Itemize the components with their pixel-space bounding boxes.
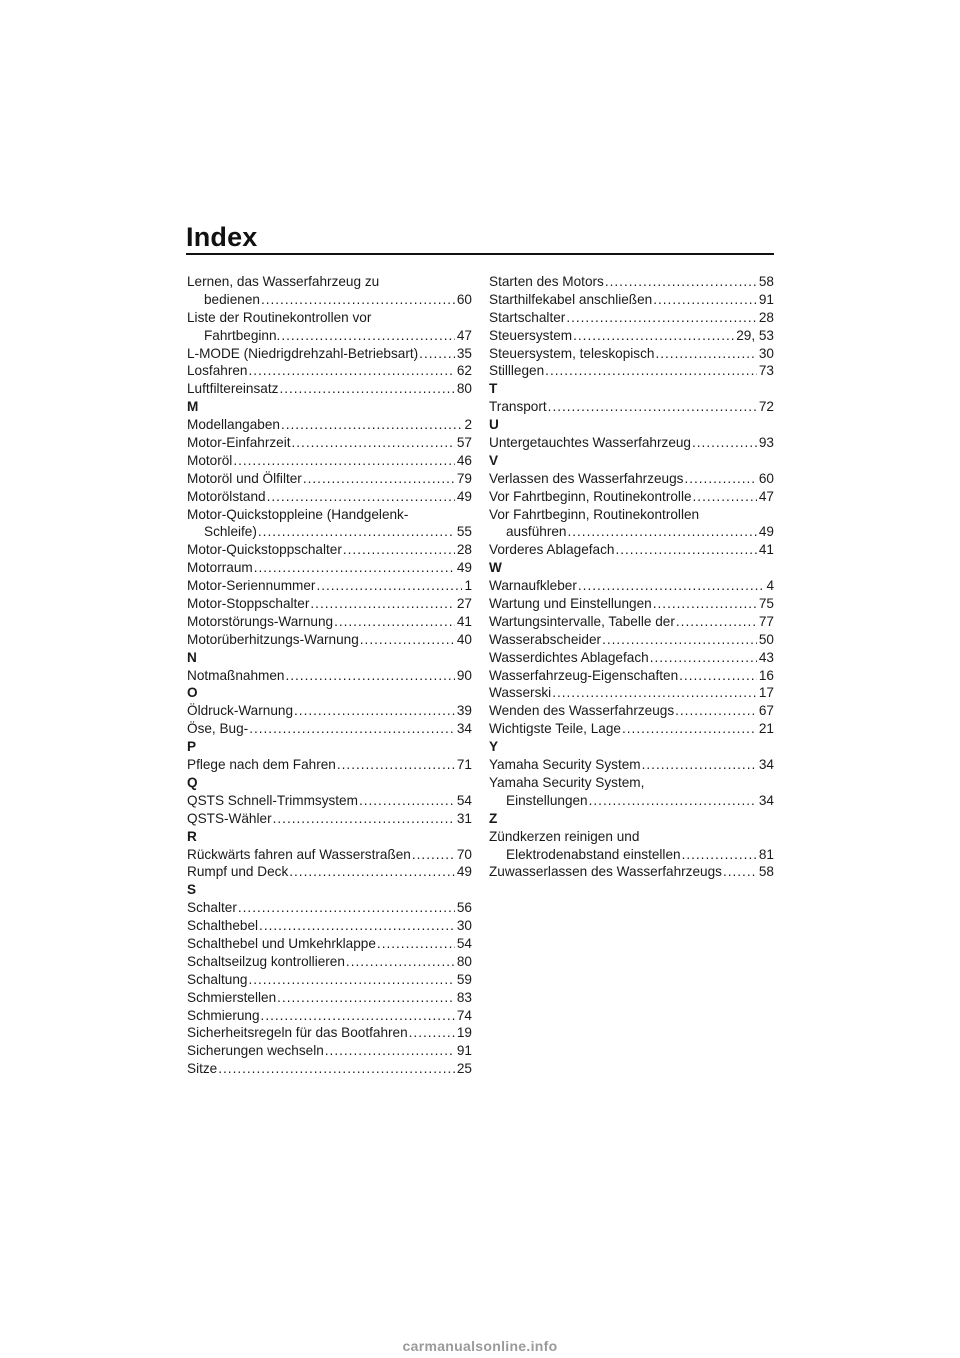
dot-leader bbox=[578, 577, 765, 595]
index-entry-text: Motor-Quickstoppleine (Handgelenk- bbox=[187, 506, 409, 522]
index-column-right bbox=[489, 273, 774, 881]
index-entry bbox=[187, 380, 472, 398]
index-entry-label: Elektrodenabstand einstellen bbox=[506, 846, 681, 862]
index-entry-label: Wasserfahrzeug-Eigenschaften bbox=[489, 667, 679, 683]
index-entry bbox=[187, 1024, 472, 1042]
index-entry-label: Steuersystem bbox=[489, 327, 573, 343]
dot-leader bbox=[675, 702, 757, 720]
index-entry-label: Motorraum bbox=[187, 560, 253, 576]
watermark: carmanualsonline.info bbox=[402, 1338, 558, 1354]
index-entry bbox=[187, 702, 472, 720]
index-entry bbox=[187, 1060, 472, 1078]
dot-leader bbox=[684, 470, 756, 488]
index-entry bbox=[489, 523, 774, 541]
index-entry-label: Transport bbox=[489, 399, 547, 415]
index-entry bbox=[187, 452, 472, 470]
index-page-number: 49 bbox=[456, 488, 472, 504]
index-entry-label: Schalter bbox=[187, 900, 237, 916]
index-entry-label: Schleife) bbox=[204, 524, 257, 540]
index-page-number: 75 bbox=[758, 596, 774, 612]
index-entry-label: QSTS Schnell-Trimmsystem bbox=[187, 792, 358, 808]
dot-leader bbox=[273, 810, 455, 828]
dot-leader bbox=[655, 345, 756, 363]
index-letter-heading: Z bbox=[489, 810, 498, 826]
index-entry-label: Verlassen des Wasserfahrzeugs bbox=[489, 470, 684, 486]
dot-leader bbox=[343, 541, 455, 559]
index-entry-label: Sitze bbox=[187, 1061, 218, 1077]
index-entry-label: Einstellungen bbox=[506, 792, 588, 808]
index-page-number: 1 bbox=[464, 578, 472, 594]
dot-leader bbox=[261, 291, 455, 309]
index-page-number: 21 bbox=[758, 721, 774, 737]
index-page-number: 71 bbox=[456, 757, 472, 773]
index-entry-label: Öldruck-Warnung bbox=[187, 703, 294, 719]
index-page-number: 31 bbox=[456, 810, 472, 826]
index-page-number: 47 bbox=[456, 327, 472, 343]
dot-leader bbox=[723, 863, 757, 881]
index-entry bbox=[489, 345, 774, 363]
index-entry-text: Vor Fahrtbeginn, Routinekontrollen bbox=[489, 506, 700, 522]
index-column-left bbox=[187, 273, 472, 1078]
index-letter-heading: Q bbox=[187, 774, 198, 790]
index-entry-label: Warnaufkleber bbox=[489, 578, 577, 594]
index-page-number: 79 bbox=[456, 470, 472, 486]
dot-leader bbox=[360, 631, 455, 649]
index-page-number: 34 bbox=[456, 721, 472, 737]
index-entry-label: Luftfiltereinsatz bbox=[187, 381, 279, 397]
index-entry bbox=[489, 649, 774, 667]
dot-leader bbox=[279, 380, 454, 398]
index-page-number: 58 bbox=[758, 274, 774, 289]
index-letter-heading: R bbox=[187, 828, 197, 844]
index-entry bbox=[489, 488, 774, 506]
index-page-number: 28 bbox=[758, 309, 774, 325]
index-entry-label: Pflege nach dem Fahren bbox=[187, 757, 336, 773]
index-entry bbox=[489, 613, 774, 631]
index-entry-label: Yamaha Security System bbox=[489, 757, 641, 773]
index-entry-label: Wasserski bbox=[489, 685, 552, 701]
index-page-number: 49 bbox=[456, 560, 472, 576]
index-page-number: 34 bbox=[758, 757, 774, 773]
index-page-number: 30 bbox=[758, 345, 774, 361]
dot-leader bbox=[377, 935, 455, 953]
index-entry bbox=[187, 989, 472, 1007]
dot-leader bbox=[589, 792, 757, 810]
index-entry-label: Sicherungen wechseln bbox=[187, 1043, 324, 1059]
index-entry bbox=[187, 595, 472, 613]
dot-leader bbox=[693, 488, 757, 506]
index-letter-heading: S bbox=[187, 882, 197, 898]
index-entry-label: Wartung und Einstellungen bbox=[489, 596, 652, 612]
dot-leader bbox=[254, 559, 455, 577]
index-entry-label: Modellangaben bbox=[187, 417, 280, 433]
index-page-number: 80 bbox=[456, 381, 472, 397]
dot-leader bbox=[412, 846, 455, 864]
index-entry-label: Wasserdichtes Ablagefach bbox=[489, 649, 649, 665]
index-page-number: 83 bbox=[456, 989, 472, 1005]
index-entry-label: Motor-Seriennummer bbox=[187, 578, 316, 594]
index-page-number: 70 bbox=[456, 846, 472, 862]
index-entry-text: Lernen, das Wasserfahrzeug zu bbox=[187, 274, 380, 289]
dot-leader bbox=[653, 595, 757, 613]
index-entry-text: Yamaha Security System, bbox=[489, 774, 645, 790]
dot-leader bbox=[552, 684, 757, 702]
index-entry-label: Starthilfekabel anschließen bbox=[489, 291, 653, 307]
dot-leader bbox=[218, 1060, 455, 1078]
dot-leader bbox=[566, 309, 757, 327]
index-entry-label: Öse, Bug- bbox=[187, 721, 249, 737]
index-entry-label: Untergetauchtes Wasserfahrzeug bbox=[489, 435, 691, 451]
index-page-number: 29, 53 bbox=[736, 327, 774, 343]
dot-leader bbox=[281, 416, 462, 434]
index-page-number: 43 bbox=[758, 649, 774, 665]
index-entry bbox=[187, 935, 472, 953]
index-letter-heading: Y bbox=[489, 739, 499, 755]
dot-leader bbox=[289, 863, 455, 881]
index-entry bbox=[187, 899, 472, 917]
index-page-number: 27 bbox=[456, 596, 472, 612]
dot-leader bbox=[281, 327, 455, 345]
index-entry bbox=[489, 792, 774, 810]
index-entry-label: L-MODE (Niedrigdrehzahl-Betriebsart) bbox=[187, 345, 419, 361]
index-entry bbox=[187, 362, 472, 380]
index-page-number: 62 bbox=[456, 363, 472, 379]
dot-leader bbox=[605, 273, 757, 291]
index-entry bbox=[489, 362, 774, 380]
page-title: Index bbox=[186, 222, 258, 252]
index-entry bbox=[187, 953, 472, 971]
index-entry bbox=[187, 631, 472, 649]
index-entry-label: Vorderes Ablagefach bbox=[489, 542, 615, 558]
index-entry bbox=[489, 434, 774, 452]
index-entry-label: Schalthebel bbox=[187, 918, 259, 934]
index-entry-label: Schalthebel und Umkehrklappe bbox=[187, 935, 376, 951]
dot-leader bbox=[622, 720, 757, 738]
index-page-number: 60 bbox=[456, 291, 472, 307]
index-entry-label: Zuwasserlassen des Wasserfahrzeugs bbox=[489, 864, 722, 880]
index-page-number: 39 bbox=[456, 703, 472, 719]
index-entry bbox=[489, 667, 774, 685]
index-entry bbox=[489, 595, 774, 613]
index-entry bbox=[489, 684, 774, 702]
index-page-number: 49 bbox=[456, 864, 472, 880]
index-page-number: 34 bbox=[758, 792, 774, 808]
index-page-number: 50 bbox=[758, 631, 774, 647]
dot-leader bbox=[409, 1024, 455, 1042]
index-entry bbox=[489, 631, 774, 649]
index-entry bbox=[187, 577, 472, 595]
index-entry bbox=[489, 541, 774, 559]
index-entry bbox=[489, 577, 774, 595]
index-entry-label: Wartungsintervalle, Tabelle der bbox=[489, 613, 675, 629]
dot-leader bbox=[285, 667, 454, 685]
index-page-number: 41 bbox=[456, 613, 472, 629]
dot-leader bbox=[292, 434, 455, 452]
index-page-number: 77 bbox=[758, 613, 774, 629]
dot-leader bbox=[316, 577, 462, 595]
index-entry bbox=[187, 470, 472, 488]
index-entry bbox=[187, 345, 472, 363]
index-entry bbox=[489, 309, 774, 327]
index-entry-label: Motorüberhitzungs-Warnung bbox=[187, 631, 359, 647]
index-page-number: 17 bbox=[758, 685, 774, 701]
dot-leader bbox=[248, 971, 454, 989]
index-entry bbox=[187, 488, 472, 506]
index-entry-label: Wichtigste Teile, Lage bbox=[489, 721, 621, 737]
index-entry-label: Wasserabscheider bbox=[489, 631, 602, 647]
index-page-number: 16 bbox=[758, 667, 774, 683]
dot-leader bbox=[337, 756, 455, 774]
dot-leader bbox=[334, 613, 455, 631]
index-entry-label: Sicherheitsregeln für das Bootfahren bbox=[187, 1025, 408, 1041]
index-entry bbox=[489, 720, 774, 738]
index-page-number: 49 bbox=[758, 524, 774, 540]
dot-leader bbox=[249, 720, 455, 738]
index-entry bbox=[187, 720, 472, 738]
dot-leader bbox=[642, 756, 757, 774]
dot-leader bbox=[653, 291, 757, 309]
index-page-number: 40 bbox=[456, 631, 472, 647]
index-page-number: 25 bbox=[456, 1061, 472, 1077]
dot-leader bbox=[676, 613, 757, 631]
dot-leader bbox=[650, 649, 757, 667]
index-entry bbox=[187, 971, 472, 989]
index-page-number: 30 bbox=[456, 918, 472, 934]
index-entry-label: ausführen bbox=[506, 524, 567, 540]
dot-leader bbox=[679, 667, 757, 685]
index-entry-label: Vor Fahrtbeginn, Routinekontrolle bbox=[489, 488, 692, 504]
index-entry-label: Rückwärts fahren auf Wasserstraßen bbox=[187, 846, 411, 862]
index-entry bbox=[489, 327, 774, 345]
index-entry bbox=[187, 434, 472, 452]
index-entry-text: Liste der Routinekontrollen vor bbox=[187, 309, 372, 325]
index-page-number: 80 bbox=[456, 953, 472, 969]
index-entry bbox=[187, 416, 472, 434]
index-page-number: 28 bbox=[456, 542, 472, 558]
index-entry bbox=[489, 756, 774, 774]
dot-leader bbox=[573, 327, 734, 345]
dot-leader bbox=[238, 899, 455, 917]
index-entry bbox=[187, 667, 472, 685]
dot-leader bbox=[325, 1042, 455, 1060]
index-page-number: 2 bbox=[464, 417, 472, 433]
index-letter-heading: U bbox=[489, 417, 499, 433]
index-entry bbox=[187, 541, 472, 559]
index-entry-label: Schmierstellen bbox=[187, 989, 277, 1005]
dot-leader bbox=[258, 523, 455, 541]
index-entry bbox=[489, 470, 774, 488]
index-page-number: 35 bbox=[456, 345, 472, 361]
index-entry-label: Schaltung bbox=[187, 971, 248, 987]
index-page-number: 90 bbox=[456, 667, 472, 683]
index-page-number: 19 bbox=[456, 1025, 472, 1041]
index-page-number: 72 bbox=[758, 399, 774, 415]
index-entry bbox=[187, 810, 472, 828]
index-letter-heading: W bbox=[489, 560, 502, 576]
index-entry-label: QSTS-Wähler bbox=[187, 810, 272, 826]
index-entry-label: Starten des Motors bbox=[489, 274, 604, 289]
index-entry bbox=[187, 613, 472, 631]
index-entry bbox=[489, 291, 774, 309]
index-entry-label: Steuersystem, teleskopisch bbox=[489, 345, 655, 361]
index-entry bbox=[187, 327, 472, 345]
dot-leader bbox=[233, 452, 455, 470]
index-entry-label: Losfahren bbox=[187, 363, 248, 379]
dot-leader bbox=[615, 541, 756, 559]
index-entry-label: Motor-Quickstoppschalter bbox=[187, 542, 342, 558]
index-entry bbox=[489, 398, 774, 416]
index-letter-heading: M bbox=[187, 399, 199, 415]
index-entry bbox=[187, 792, 472, 810]
index-entry bbox=[187, 756, 472, 774]
index-page-number: 47 bbox=[758, 488, 774, 504]
index-letter-heading: V bbox=[489, 452, 499, 468]
index-entry-label: Fahrtbeginn. bbox=[204, 327, 281, 343]
index-entry-label: bedienen bbox=[204, 291, 260, 307]
dot-leader bbox=[692, 434, 757, 452]
dot-leader bbox=[277, 989, 455, 1007]
index-entry bbox=[187, 1007, 472, 1025]
index-page-number: 81 bbox=[758, 846, 774, 862]
dot-leader bbox=[567, 523, 756, 541]
index-entry-label: Rumpf und Deck bbox=[187, 864, 289, 880]
dot-leader bbox=[294, 702, 455, 720]
index-page-number: 58 bbox=[758, 864, 774, 880]
index-entry-label: Motor-Einfahrzeit bbox=[187, 435, 291, 451]
index-entry bbox=[489, 702, 774, 720]
index-entry bbox=[187, 917, 472, 935]
index-entry bbox=[187, 559, 472, 577]
index-page-number: 93 bbox=[758, 435, 774, 451]
dot-leader bbox=[248, 362, 454, 380]
index-page-number: 91 bbox=[758, 291, 774, 307]
index-entry-label: Startschalter bbox=[489, 309, 566, 325]
index-letter-heading: N bbox=[187, 649, 197, 665]
index-page-number: 73 bbox=[758, 363, 774, 379]
dot-leader bbox=[259, 917, 455, 935]
index-letter-heading: P bbox=[187, 739, 197, 755]
index-entry-label: Stilllegen bbox=[489, 363, 545, 379]
index-page-number: 4 bbox=[766, 578, 774, 594]
index-page-number: 59 bbox=[456, 971, 472, 987]
index-entry-text: Zündkerzen reinigen und bbox=[489, 828, 640, 844]
index-entry-label: Motor-Stoppschalter bbox=[187, 596, 310, 612]
index-entry bbox=[187, 863, 472, 881]
index-letter-heading: O bbox=[187, 685, 198, 701]
index-entry-label: Wenden des Wasserfahrzeugs bbox=[489, 703, 675, 719]
index-page-number: 60 bbox=[758, 470, 774, 486]
index-entry bbox=[187, 1042, 472, 1060]
dot-leader bbox=[303, 470, 455, 488]
index-page-number: 57 bbox=[456, 435, 472, 451]
index-entry-label: Schaltseilzug kontrollieren bbox=[187, 953, 345, 969]
index-page-number: 54 bbox=[456, 792, 472, 808]
dot-leader bbox=[261, 1007, 455, 1025]
title-rule bbox=[186, 253, 774, 255]
index-page-number: 91 bbox=[456, 1043, 472, 1059]
index-entry bbox=[187, 846, 472, 864]
index-page-number: 54 bbox=[456, 935, 472, 951]
index-entry-label: Motorölstand bbox=[187, 488, 266, 504]
index-entry-label: Motoröl bbox=[187, 452, 233, 468]
index-page-number: 46 bbox=[456, 452, 472, 468]
dot-leader bbox=[545, 362, 757, 380]
dot-leader bbox=[602, 631, 757, 649]
index-entry bbox=[187, 523, 472, 541]
index-page-number: 56 bbox=[456, 900, 472, 916]
index-entry-label: Motoröl und Ölfilter bbox=[187, 470, 302, 486]
dot-leader bbox=[419, 345, 455, 363]
index-entry-label: Notmaßnahmen bbox=[187, 667, 285, 683]
dot-leader bbox=[682, 846, 757, 864]
index-entry bbox=[489, 863, 774, 881]
index-page-number: 74 bbox=[456, 1007, 472, 1023]
index-entry bbox=[187, 291, 472, 309]
index-page-number: 55 bbox=[456, 524, 472, 540]
index-page-number: 41 bbox=[758, 542, 774, 558]
dot-leader bbox=[267, 488, 455, 506]
dot-leader bbox=[359, 792, 455, 810]
index-page-number: 67 bbox=[758, 703, 774, 719]
dot-leader bbox=[548, 398, 757, 416]
dot-leader bbox=[346, 953, 455, 971]
index-entry-label: Schmierung bbox=[187, 1007, 260, 1023]
index-entry bbox=[489, 846, 774, 864]
dot-leader bbox=[310, 595, 454, 613]
index-entry bbox=[489, 273, 774, 291]
index-entry-label: Motorstörungs-Warnung bbox=[187, 613, 334, 629]
index-letter-heading: T bbox=[489, 381, 498, 397]
